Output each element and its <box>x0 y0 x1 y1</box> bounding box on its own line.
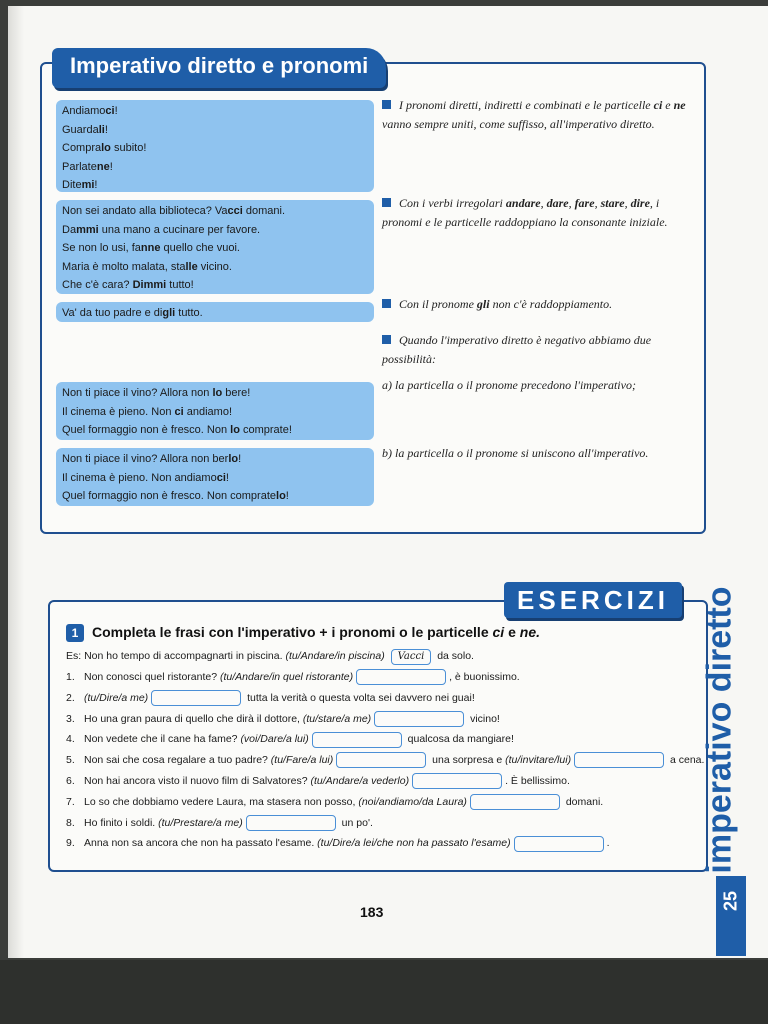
item-hint: (tu/Andare/a vederlo) <box>310 775 410 787</box>
item-hint: (tu/stare/a me) <box>302 712 372 725</box>
rule-negative <box>382 331 698 369</box>
answer-blank[interactable] <box>356 669 446 685</box>
sentence-text: ! <box>225 471 229 484</box>
example-sentence <box>62 121 368 140</box>
exercise-item <box>66 690 475 706</box>
sentence-text: ! <box>114 105 118 117</box>
bullet-square-icon <box>382 335 391 344</box>
item-hint: (tu/Andare/in quel ristorante) <box>220 671 354 683</box>
item-hint: (tu/Fare/a lui) <box>270 754 334 767</box>
sentence-text: comprate! <box>239 424 292 437</box>
bullet-square-icon <box>382 299 391 308</box>
highlighted-suffix: lo <box>230 424 240 437</box>
rule-keyword: dare <box>546 196 569 210</box>
sentence-text: Quel formaggio non è fresco. Non comprate <box>62 490 277 503</box>
item-text: Ho una gran paura di quello che dirà il dottore, <box>84 712 303 725</box>
rule-text: , i pronomi e le particelle raddoppiano la consonante iniziale. <box>382 196 668 229</box>
example-sentence <box>62 139 368 158</box>
item-text: un po'. <box>338 816 373 829</box>
answer-blank[interactable] <box>246 815 336 831</box>
item-text: una sorpresa e <box>429 754 506 767</box>
highlighted-suffix: lo <box>276 490 286 503</box>
rule-keyword: gli <box>476 297 490 311</box>
item-hint: (voi/Dare/a lui) <box>240 733 309 746</box>
item-hint: (noi/andiamo/da Laura) <box>358 795 467 808</box>
exercise-item <box>66 794 603 810</box>
highlighted-suffix: mi <box>81 179 95 192</box>
rule-text: , <box>568 196 575 210</box>
rule-keyword: fare <box>574 196 595 210</box>
item-number: 3. <box>66 712 75 725</box>
example-prefix: Es: Non ho tempo di accompagnarti in piscina. <box>66 650 283 662</box>
example-sentence <box>62 304 368 323</box>
sentence-text: Non ti piace il vino? Allora non ber <box>62 453 229 465</box>
answer-blank[interactable] <box>470 794 560 810</box>
item-text: , è buonissimo. <box>449 671 520 683</box>
answer-blank[interactable] <box>412 773 502 789</box>
sentence-text: bere! <box>222 387 251 399</box>
item-number: 6. <box>66 775 75 787</box>
sentence-text: Compra <box>62 142 102 155</box>
item-text: domani. <box>562 795 604 808</box>
sentence-text: Il cinema è pieno. Non <box>62 405 175 418</box>
item-text: . <box>606 837 610 850</box>
item-text: Non conosci quel ristorante? <box>84 671 220 683</box>
sentence-text: Guarda <box>62 123 99 136</box>
highlighted-suffix: lo <box>228 453 239 465</box>
example-sentence <box>62 258 368 277</box>
exercise-item <box>66 752 704 768</box>
item-text: Non vedete che il cane ha fame? <box>84 733 241 746</box>
rule-text: , <box>594 196 601 210</box>
rule-option-b <box>382 444 698 463</box>
example-sentence <box>62 202 368 221</box>
sentence-text: Quel formaggio non è fresco. Non <box>62 424 231 437</box>
instruction-ne: ne. <box>519 624 540 640</box>
rule-suffix <box>382 96 698 134</box>
rule-text: vanno sempre uniti, come suffisso, all'imperativo diretto. <box>382 117 655 131</box>
item-hint: (tu/Prestare/a me) <box>158 816 243 829</box>
example-sentence <box>62 102 368 121</box>
example-suffix: da solo. <box>437 650 474 662</box>
item-hint: (tu/Dire/a me) <box>84 691 149 704</box>
chapter-number <box>716 876 746 926</box>
sentence-text: quello che vuoi. <box>160 242 240 255</box>
rule-keyword: ne <box>673 98 686 112</box>
item-text: Lo so che dobbiamo vedere Laura, ma stasera non posso, <box>84 795 359 808</box>
example-sentence <box>62 487 368 506</box>
item-number: 2. <box>66 691 75 704</box>
highlighted-suffix: li <box>98 123 105 136</box>
highlighted-suffix: lo <box>101 142 111 155</box>
item-text: Ho finito i soldi. <box>84 816 159 829</box>
example-sentence <box>62 450 368 469</box>
item-text: Non hai ancora visto il nuovo film di Salvatores? <box>84 775 311 787</box>
highlighted-suffix: cci <box>227 205 243 217</box>
example-sentence <box>62 469 368 488</box>
sentence-text: Va' da tuo padre e di <box>62 307 163 319</box>
example-sentence <box>62 421 368 440</box>
sentence-text: tutto! <box>166 279 194 292</box>
rule-text: Con il pronome <box>399 297 477 311</box>
page-gutter-shade <box>8 6 24 958</box>
sentence-text: Maria è molto malata, sta <box>62 260 186 273</box>
item-number: 7. <box>66 795 75 808</box>
exercise-item <box>66 773 570 789</box>
instruction-text: Completa le frasi con l'imperativo + i pronomi o le particelle <box>92 624 489 640</box>
instruction-e: e <box>504 624 520 640</box>
answer-blank[interactable] <box>514 836 604 852</box>
rule-keyword: ci <box>653 98 663 112</box>
highlighted-suffix: lle <box>185 260 198 273</box>
example-box-suffix <box>56 100 374 192</box>
item-number: 9. <box>66 837 75 850</box>
sentence-text: una mano a cucinare per favore. <box>98 223 261 236</box>
item-hint: (tu/Dire/a lei/che non ha passato l'esame) <box>317 837 511 850</box>
sentence-text: subito! <box>110 142 147 155</box>
sentence-text: Che c'è cara? <box>62 279 133 292</box>
sentence-text: tutto. <box>175 307 203 319</box>
exercise-item <box>66 669 520 685</box>
rule-keyword: dire <box>630 196 650 210</box>
chapter-number-text: 25 <box>720 890 741 912</box>
rule-text: I pronomi diretti, indiretti e combinati e le particelle <box>399 98 654 112</box>
rule-text: Quando l'imperativo diretto è negativo abbiamo due possibilità: <box>382 333 652 366</box>
side-title-text: imperativo diretto <box>700 586 739 874</box>
item-text: vicino! <box>467 712 500 725</box>
sentence-text: ! <box>109 160 113 173</box>
rule-text: e <box>662 98 674 112</box>
bullet-square-icon <box>382 100 391 109</box>
item-number: 5. <box>66 754 75 767</box>
example-hint: (tu/Andare/in piscina) <box>285 650 385 662</box>
highlighted-suffix: Dimmi <box>132 279 167 292</box>
sentence-text: Non sei andato alla biblioteca? Va <box>62 205 228 217</box>
highlighted-suffix: ci <box>105 105 115 117</box>
rule-gli <box>382 295 698 314</box>
rule-text: b) la particella o il pronome si uniscono all'imperativo. <box>382 446 649 460</box>
answer-blank[interactable] <box>574 752 664 768</box>
rule-keyword: stare <box>600 196 625 210</box>
answer-blank[interactable] <box>151 690 241 706</box>
exercise-item <box>66 835 610 851</box>
rule-text: , <box>540 196 547 210</box>
sentence-text: vicino. <box>197 260 232 273</box>
sentence-text: Dite <box>62 179 82 192</box>
rule-text: Con i verbi irregolari <box>399 196 506 210</box>
bullet-square-icon <box>382 198 391 207</box>
rule-keyword: andare <box>505 196 541 210</box>
exercise-item <box>66 815 373 831</box>
highlighted-suffix: ne <box>96 160 110 173</box>
item-number: 4. <box>66 733 75 746</box>
exercise-number: 1 <box>66 624 84 642</box>
example-sentence <box>62 403 368 422</box>
exercise-item <box>66 731 514 747</box>
highlighted-suffix: lo <box>212 387 223 399</box>
item-hint: (tu/invitare/lui) <box>505 754 572 767</box>
rule-option-a <box>382 376 698 395</box>
rule-text: , <box>624 196 631 210</box>
sentence-text: domani. <box>242 205 286 217</box>
sentence-text: ! <box>285 490 289 503</box>
example-sentence <box>62 158 368 177</box>
page-number: 183 <box>360 904 384 920</box>
item-text: tutta la verità o questa volta sei davvero nei guai! <box>244 691 475 704</box>
item-text: qualcosa da mangiare! <box>404 733 514 746</box>
sentence-text: Non ti piace il vino? Allora non <box>62 387 213 399</box>
sentence-text: ! <box>94 179 98 192</box>
highlighted-suffix: mmi <box>76 223 99 236</box>
item-text: a cena. <box>667 754 705 767</box>
sentence-text: Andiamo <box>62 105 106 117</box>
item-number: 1. <box>66 671 75 683</box>
exercise-instruction <box>66 624 540 642</box>
exercise-example <box>66 648 474 665</box>
sentence-text: Il cinema è pieno. Non andiamo <box>62 471 217 484</box>
example-box-gli <box>56 302 374 322</box>
highlighted-suffix: gli <box>162 307 176 319</box>
highlighted-suffix: ci <box>216 471 226 484</box>
sentence-text: Se non lo usi, fa <box>62 242 141 255</box>
highlighted-suffix: nne <box>140 242 161 255</box>
example-sentence <box>62 384 368 403</box>
example-sentence <box>62 239 368 258</box>
example-sentence <box>62 221 368 240</box>
sentence-text: Parlate <box>62 160 97 173</box>
exercise-item <box>66 711 500 727</box>
highlighted-suffix: ci <box>174 405 184 418</box>
sentence-text: andiamo! <box>183 405 233 418</box>
rule-irregular-verbs <box>382 194 698 232</box>
item-text: Non sai che cosa regalare a tuo padre? <box>84 754 271 767</box>
sentence-text: ! <box>104 123 108 136</box>
item-text: Anna non sa ancora che non ha passato l'esame. <box>84 837 318 850</box>
instruction-ci: ci <box>492 624 505 640</box>
chapter-side-title <box>693 580 747 880</box>
example-sentence <box>62 176 368 195</box>
answer-blank[interactable] <box>336 752 426 768</box>
sentence-text: Da <box>62 223 77 236</box>
example-sentence <box>62 276 368 295</box>
rule-text: non c'è raddoppiamento. <box>489 297 613 311</box>
item-text: . È bellissimo. <box>505 775 570 787</box>
answer-blank[interactable] <box>312 732 402 748</box>
example-box-negative-before <box>56 382 374 440</box>
answer-blank[interactable] <box>374 711 464 727</box>
rule-text: a) la particella o il pronome precedono l'imperativo; <box>382 378 636 392</box>
scan-background <box>0 960 768 1024</box>
item-number: 8. <box>66 816 75 829</box>
sentence-text: ! <box>238 453 242 465</box>
example-box-negative-after <box>56 448 374 506</box>
example-box-doubling <box>56 200 374 294</box>
esercizi-label: ESERCIZI <box>504 582 682 618</box>
section-title: Imperativo diretto e pronomi <box>52 48 386 88</box>
example-answer: Vacci <box>391 649 432 665</box>
